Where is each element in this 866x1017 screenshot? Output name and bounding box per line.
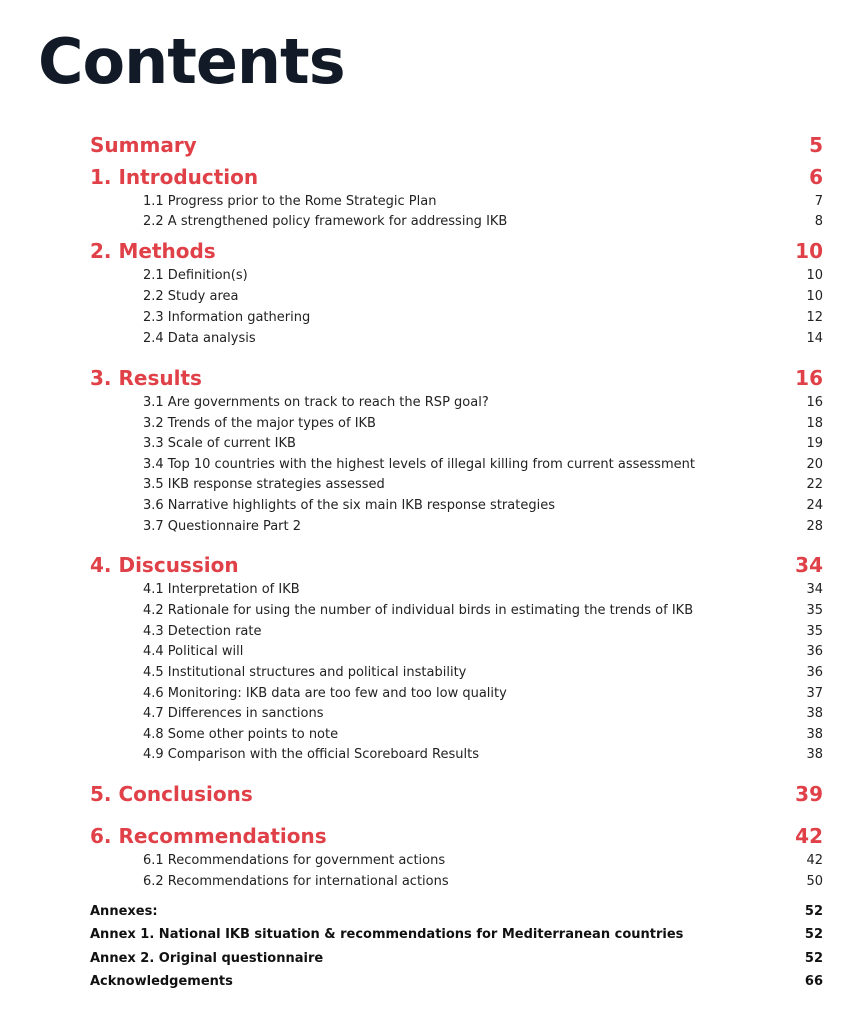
toc-subsection[interactable] [90,727,823,742]
toc-entry-label: 3. Results [90,366,202,390]
toc-section-heading[interactable] [90,239,823,263]
toc-section-heading[interactable] [90,824,823,848]
toc-subsection[interactable] [90,853,823,868]
toc-page-number: 18 [806,416,823,431]
toc-page-number: 36 [806,665,823,680]
toc-subsection[interactable] [90,747,823,762]
toc-subsection[interactable] [90,457,823,472]
toc-entry-label: 3.6 Narrative highlights of the six main IKB response strategies [143,498,555,513]
toc-page-number: 5 [809,133,823,157]
toc-page-number: 35 [806,603,823,618]
toc-page-number: 20 [806,457,823,472]
toc-entry-label: Annexes: [90,904,158,919]
toc-page-number: 52 [804,951,823,966]
toc-page-number: 38 [806,747,823,762]
toc-subsection[interactable] [90,395,823,410]
toc-entry-label: 4.1 Interpretation of IKB [143,582,300,597]
toc-entry-label: Acknowledgements [90,974,233,989]
toc-subsection[interactable] [90,498,823,513]
toc-annex-entry[interactable] [90,974,823,989]
toc-entry-label: Annex 2. Original questionnaire [90,951,324,966]
toc-entry-label: 1.1 Progress prior to the Rome Strategic Plan [143,194,437,209]
toc-page-number: 16 [795,366,823,390]
toc-entry-label: 6. Recommendations [90,824,327,848]
toc-subsection[interactable] [90,194,823,209]
toc-entry-label: Annex 1. National IKB situation & recommendations for Mediterranean countries [90,927,684,942]
toc-entry-label: 2. Methods [90,239,216,263]
toc-page-number: 38 [806,727,823,742]
toc-annex-entry[interactable] [90,904,823,919]
toc-entry-label: 2.1 Definition(s) [143,268,248,283]
toc-entry-label: 6.2 Recommendations for international actions [143,874,449,889]
toc-entry-label: 3.7 Questionnaire Part 2 [143,519,302,534]
toc-section-heading[interactable] [90,165,823,189]
toc-page-number: 8 [814,214,823,229]
toc-page-number: 10 [795,239,823,263]
toc-entry-label: 4.7 Differences in sanctions [143,706,324,721]
toc-page-number: 39 [795,782,823,806]
toc-subsection[interactable] [90,416,823,431]
toc-page-number: 52 [804,904,823,919]
toc-page-number: 14 [806,331,823,346]
toc-page-number: 36 [806,644,823,659]
toc-entry-label: 4.4 Political will [143,644,244,659]
toc-subsection[interactable] [90,268,823,283]
toc-page-number: 66 [804,974,823,989]
toc-entry-label: Summary [90,133,197,157]
toc-entry-label: 1. Introduction [90,165,259,189]
toc-subsection[interactable] [90,644,823,659]
toc-subsection[interactable] [90,214,823,229]
toc-page-number: 24 [806,498,823,513]
toc-subsection[interactable] [90,310,823,325]
toc-page-number: 16 [806,395,823,410]
toc-page-number: 7 [814,194,823,209]
toc-annex-entry[interactable] [90,951,823,966]
toc-page-number: 42 [806,853,823,868]
toc-page-number: 34 [795,553,823,577]
toc-entry-label: 3.3 Scale of current IKB [143,436,296,451]
toc-entry-label: 3.2 Trends of the major types of IKB [143,416,376,431]
toc-entry-label: 5. Conclusions [90,782,253,806]
toc-page-number: 50 [806,874,823,889]
toc-page-number: 35 [806,624,823,639]
toc-subsection[interactable] [90,289,823,304]
toc-page-number: 22 [806,477,823,492]
toc-section-heading[interactable] [90,553,823,577]
toc-entry-label: 2.2 A strengthened policy framework for addressing IKB [143,214,508,229]
toc-entry-label: 3.1 Are governments on track to reach the RSP goal? [143,395,489,410]
toc-page-number: 12 [806,310,823,325]
toc-entry-label: 4.9 Comparison with the official Scoreboard Results [143,747,479,762]
toc-subsection[interactable] [90,624,823,639]
toc-page-number: 52 [804,927,823,942]
toc-subsection[interactable] [90,436,823,451]
toc-entry-label: 4.3 Detection rate [143,624,262,639]
toc-entry-label: 4.6 Monitoring: IKB data are too few and too low quality [143,686,507,701]
toc-page-number: 6 [809,165,823,189]
toc-page-number: 28 [806,519,823,534]
toc-entry-label: 3.4 Top 10 countries with the highest levels of illegal killing from current assessment [143,457,695,472]
toc-entry-label: 6.1 Recommendations for government actions [143,853,446,868]
toc-subsection[interactable] [90,331,823,346]
toc-annex-entry[interactable] [90,927,823,942]
toc-page-number: 42 [795,824,823,848]
toc-page-number: 19 [806,436,823,451]
toc-subsection[interactable] [90,665,823,680]
toc-entry-label: 4.8 Some other points to note [143,727,339,742]
toc-subsection[interactable] [90,477,823,492]
toc-subsection[interactable] [90,874,823,889]
toc-subsection[interactable] [90,519,823,534]
toc-entry-label: 4. Discussion [90,553,239,577]
toc-section-heading[interactable] [90,782,823,806]
toc-page-number: 38 [806,706,823,721]
toc-entry-label: 2.4 Data analysis [143,331,256,346]
toc-subsection[interactable] [90,582,823,597]
toc-section-heading[interactable] [90,133,823,157]
page-title: Contents [38,25,345,98]
toc-entry-label: 4.5 Institutional structures and political instability [143,665,467,680]
toc-subsection[interactable] [90,706,823,721]
toc-page-number: 37 [806,686,823,701]
toc-entry-label: 3.5 IKB response strategies assessed [143,477,385,492]
toc-page-number: 10 [806,268,823,283]
toc-entry-label: 2.2 Study area [143,289,239,304]
toc-page-number: 10 [806,289,823,304]
toc-entry-label: 2.3 Information gathering [143,310,311,325]
toc-section-heading[interactable] [90,366,823,390]
toc-entry-label: 4.2 Rationale for using the number of individual birds in estimating the trends of IKB [143,603,694,618]
toc-subsection[interactable] [90,603,823,618]
toc-page-number: 34 [806,582,823,597]
toc-subsection[interactable] [90,686,823,701]
